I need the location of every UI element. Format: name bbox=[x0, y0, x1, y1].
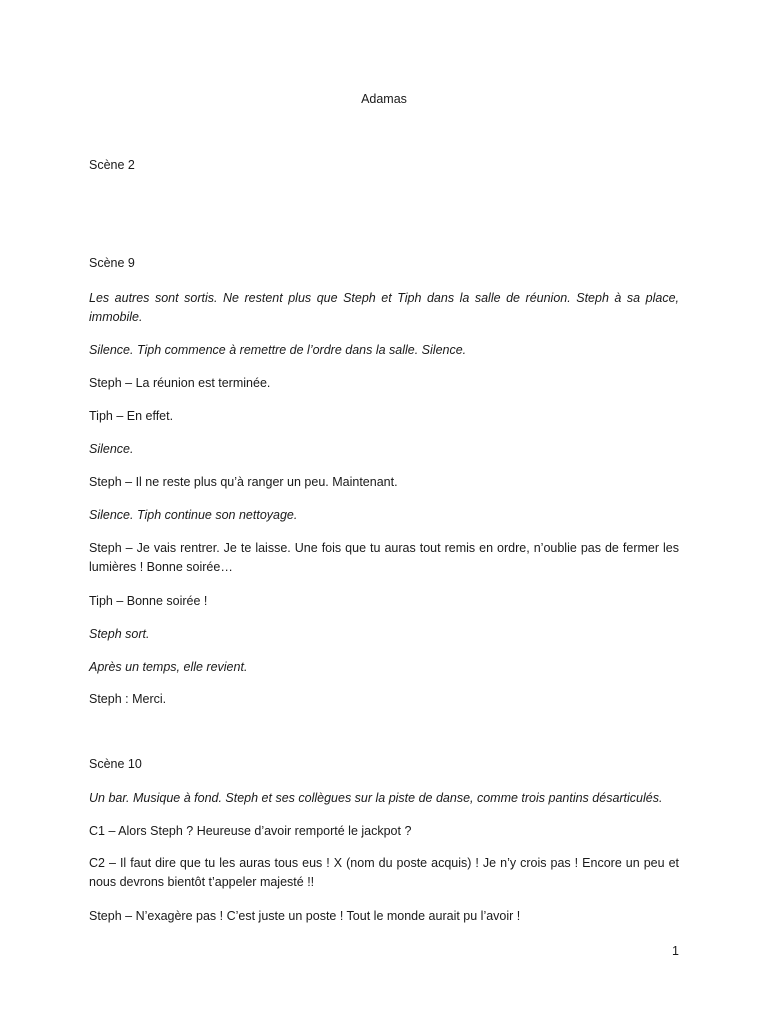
stage-direction: Les autres sont sortis. Ne restent plus que Steph et Tiph dans la salle de réunion. Steph à sa place, immobile. bbox=[89, 291, 679, 324]
stage-direction: Après un temps, elle revient. bbox=[89, 660, 248, 674]
dialogue-line: Steph – Il ne reste plus qu’à ranger un peu. Maintenant. bbox=[89, 475, 398, 489]
dialogue-line: C1 – Alors Steph ? Heureuse d’avoir remporté le jackpot ? bbox=[89, 824, 412, 838]
page-number: 1 bbox=[672, 944, 679, 958]
dialogue-line: Tiph – Bonne soirée ! bbox=[89, 594, 208, 608]
stage-direction: Steph sort. bbox=[89, 627, 150, 641]
stage-direction: Silence. Tiph commence à remettre de l’ordre dans la salle. Silence. bbox=[89, 343, 467, 357]
dialogue-line: Steph – N’exagère pas ! C’est juste un poste ! Tout le monde aurait pu l’avoir ! bbox=[89, 909, 521, 923]
stage-direction: Un bar. Musique à fond. Steph et ses collègues sur la piste de danse, comme trois pantins désarticulés. bbox=[89, 791, 663, 805]
scene-10-heading: Scène 10 bbox=[89, 757, 142, 771]
dialogue-line: C2 – Il faut dire que tu les auras tous eus ! X (nom du poste acquis) ! Je n’y crois pas ! Encore un peu et nous devrons bientôt t’appeler majesté !! bbox=[89, 856, 679, 889]
scene-2-heading: Scène 2 bbox=[89, 158, 135, 172]
dialogue-line: Tiph – En effet. bbox=[89, 409, 174, 423]
stage-direction: Silence. bbox=[89, 442, 134, 456]
dialogue-line: Steph – Je vais rentrer. Je te laisse. Une fois que tu auras tout remis en ordre, n’oublie pas de fermer les lumières ! Bonne soirée… bbox=[89, 541, 679, 574]
document-title: Adamas bbox=[361, 92, 407, 106]
stage-direction: Silence. Tiph continue son nettoyage. bbox=[89, 508, 298, 522]
dialogue-line: Steph : Merci. bbox=[89, 692, 167, 706]
dialogue-line: Steph – La réunion est terminée. bbox=[89, 376, 271, 390]
scene-9-heading: Scène 9 bbox=[89, 256, 135, 270]
